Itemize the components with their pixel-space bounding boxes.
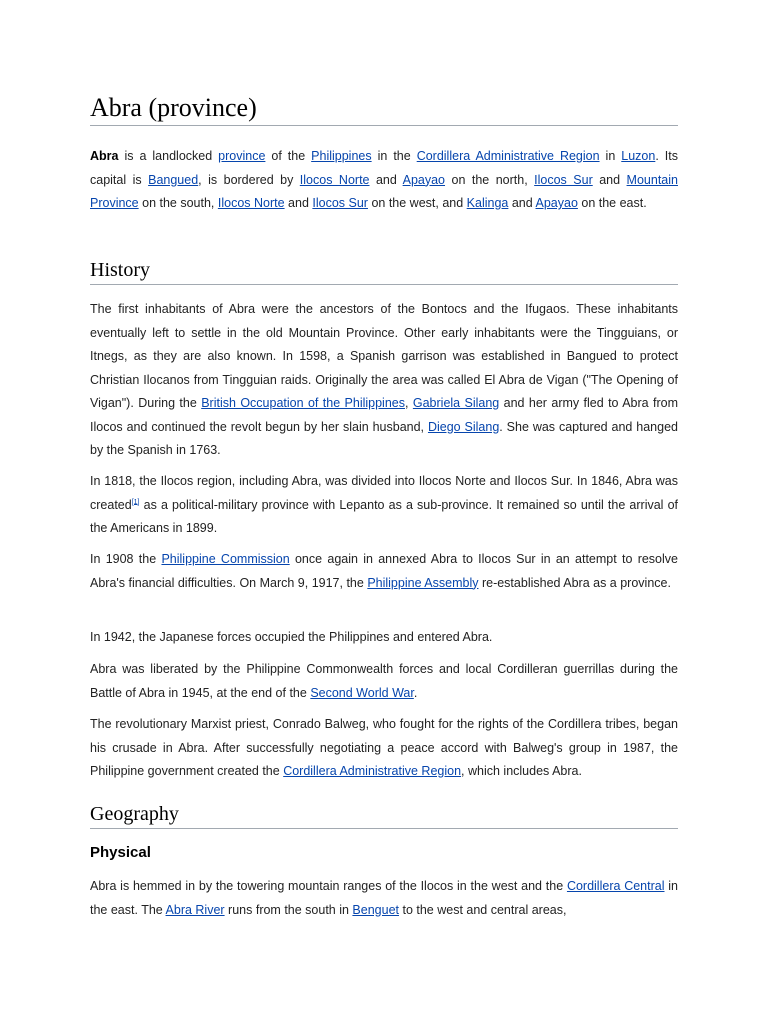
link-british-occupation[interactable]: British Occupation of the Philippines: [201, 396, 405, 410]
history-heading: History: [90, 258, 678, 285]
link-apayao[interactable]: Apayao: [402, 172, 446, 187]
link-philippine-assembly[interactable]: Philippine Assembly: [367, 575, 479, 590]
link-gabriela-silang[interactable]: Gabriela Silang: [412, 396, 500, 410]
geography-heading: Geography: [90, 802, 678, 829]
history-paragraph-6: The revolutionary Marxist priest, Conrado Balweg, who fought for the rights of the Cordillera tribes, began his crusade in Abra. After successfully negotiating a peace accord with Balweg's group in 1987, the Philippine government created the Cordillera Administrative Region, which includes Abra.: [90, 717, 678, 778]
history-paragraph-2: In 1818, the Ilocos region, including Abra, was divided into Ilocos Norte and Ilocos Sur. In 1846, Abra was created[1] as a political-military province with Lepanto as a sub-province. It remained so until the arrival of the Americans in 1899.: [90, 474, 678, 535]
link-philippine-commission[interactable]: Philippine Commission: [161, 552, 290, 566]
page-title: Abra (province): [90, 92, 678, 126]
link-mountain-province[interactable]: Mountain Province: [90, 172, 678, 210]
link-diego-silang[interactable]: Diego Silang: [427, 419, 500, 434]
link-benguet[interactable]: Benguet: [352, 902, 399, 917]
link-ilocos-norte-2[interactable]: Ilocos Norte: [217, 196, 285, 210]
article-subject: Abra: [90, 149, 119, 163]
link-cordillera-administrative-region-2[interactable]: Cordillera Administrative Region: [283, 764, 462, 778]
physical-subheading: Physical: [90, 844, 151, 861]
link-cordillera-central[interactable]: Cordillera Central: [566, 879, 665, 893]
link-luzon[interactable]: Luzon: [621, 149, 656, 163]
link-ilocos-sur[interactable]: Ilocos Sur: [534, 172, 593, 187]
history-paragraph-1: The first inhabitants of Abra were the ancestors of the Bontocs and the Ifugaos. These inhabitants eventually left to settle in the old Mountain Province. Other early inhabitants were the Tingguians, or Itnegs, as they are also known. In 1598, a Spanish garrison was established in Bangued to protect Christian Ilocanos from Tingguian raids. Originally the area was called El Abra de Vigan ("The Opening of Vigan"). During the British Occupation of the Philippines, Gabriela Silang and her army fled to Abra from Ilocos and continued the revolt begun by her slain husband, Diego Silang. She was captured and hanged by the Spanish in 1763.: [90, 302, 679, 457]
intro-paragraph: Abra is a landlocked province of the Philippines in the Cordillera Administrative Region in Luzon. Its capital is Bangued, is bordered by Ilocos Norte and Apayao on the north, Ilocos Sur and Mountain Province on the south, Ilocos Norte and Ilocos Sur on the west, and Kalinga and Apayao on the east.: [90, 149, 678, 210]
history-paragraph-5: Abra was liberated by the Philippine Commonwealth forces and local Cordilleran guerrillas during the Battle of Abra in 1945, at the end of the Second World War.: [90, 662, 678, 700]
link-cordillera-administrative-region[interactable]: Cordillera Administrative Region: [416, 149, 600, 163]
link-philippines[interactable]: Philippines: [311, 149, 372, 163]
link-abra-river[interactable]: Abra River: [165, 902, 225, 917]
history-paragraph-3: In 1908 the Philippine Commission once again in annexed Abra to Ilocos Sur in an attempt to resolve Abra's financial difficulties. On March 9, 1917, the Philippine Assembly re-established Abra as a province.: [90, 552, 678, 590]
history-paragraph-4: In 1942, the Japanese forces occupied the Philippines and entered Abra.: [90, 630, 493, 644]
citation-marker[interactable]: [1]: [131, 498, 140, 506]
geography-paragraph-1: Abra is hemmed in by the towering mountain ranges of the Ilocos in the west and the Cordillera Central in the east. The Abra River runs from the south in Benguet to the west and central areas,: [90, 879, 679, 917]
link-ilocos-sur-2[interactable]: Ilocos Sur: [312, 196, 368, 210]
link-second-world-war[interactable]: Second World War: [310, 685, 414, 700]
link-province[interactable]: province: [218, 149, 266, 163]
link-ilocos-norte[interactable]: Ilocos Norte: [299, 172, 370, 187]
link-kalinga[interactable]: Kalinga: [466, 196, 509, 210]
link-apayao-2[interactable]: Apayao: [535, 196, 578, 210]
link-bangued[interactable]: Bangued: [148, 172, 199, 187]
